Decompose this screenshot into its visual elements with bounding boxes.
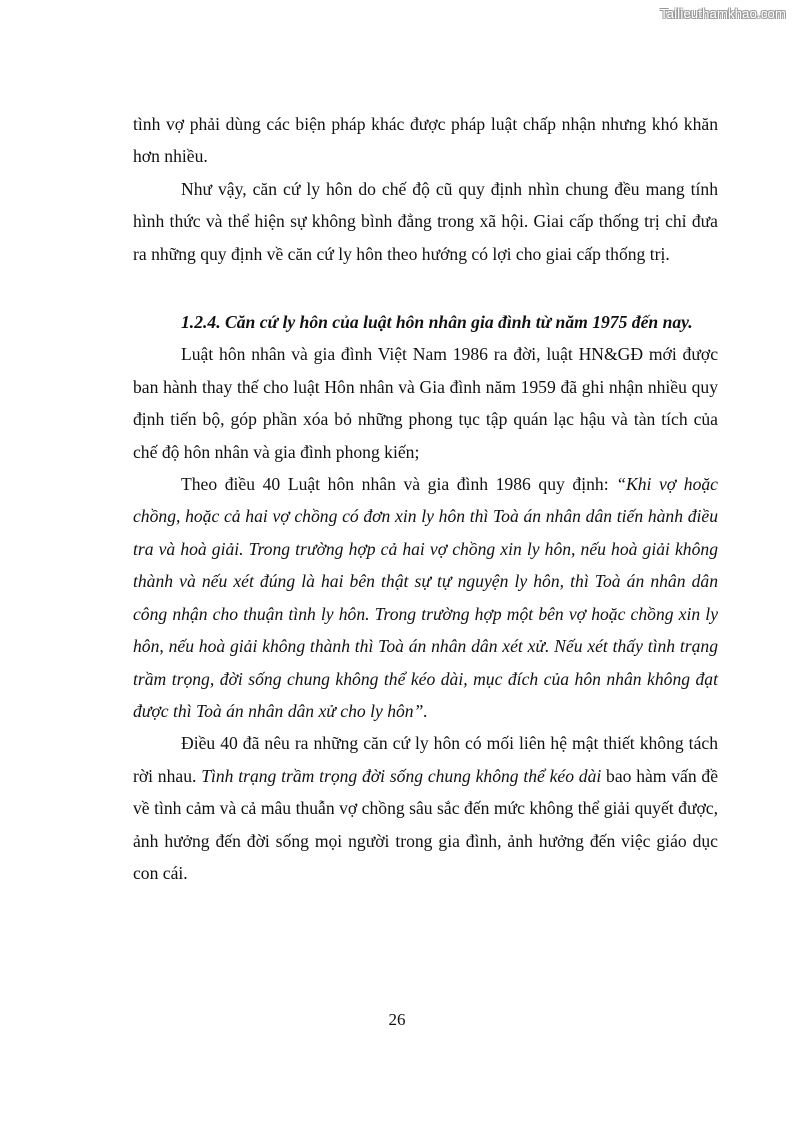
- article-40-quote: “Khi vợ hoặc chồng, hoặc cả hai vợ chồng có đơn xin ly hôn thì Toà án nhân dân tiến hành điều tra và hoà giải. Trong trường hợp cả hai vợ chồng xin ly hôn, nếu hoà giải không thành và nếu xét đúng là hai bên thật sự tự nguyện ly hôn, thì Toà án nhân dân công nhận cho thuận tình ly hôn. Trong trường hợp một bên vợ hoặc chồng xin ly hôn, nếu hoà giải không thành thì Toà án nhân dân xét xử. Nếu xét thấy tình trạng trầm trọng, đời sống chung không thể kéo dài, mục đích của hôn nhân không đạt được thì Toà án nhân dân xử cho ly hôn”.: [133, 474, 718, 721]
- analysis-italic-phrase: Tình trạng trầm trọng đời sống chung không thể kéo dài: [201, 765, 602, 786]
- watermark-text: Tailieuthamkhao.com: [660, 6, 786, 21]
- article-40-lead: Theo điều 40 Luật hôn nhân và gia đình 1986 quy định:: [181, 474, 617, 495]
- paragraph-continuation: tình vợ phải dùng các biện pháp khác được pháp luật chấp nhận nhưng khó khăn hơn nhiều.: [133, 114, 718, 167]
- page-number: 26: [388, 1010, 406, 1029]
- paragraph-article-40: [133, 468, 718, 727]
- analysis-rest: bao hàm vấn đề về tình cảm và cả mâu thuẫn vợ chồng sâu sắc đến mức không thể giải quyết được, ảnh hưởng đến đời sống mọi người trong gia đình, ảnh hưởng đến việc giáo dục con cái.: [133, 765, 719, 883]
- analysis-lead: Điều 40 đã nêu ra những căn cứ ly hôn có mối liên hệ mật thiết không tách rời nhau.: [133, 733, 718, 786]
- paragraph-law-1986: Luật hôn nhân và gia đình Việt Nam 1986 ra đời, luật HN&GĐ mới được ban hành thay thế cho luật Hôn nhân và Gia đình năm 1959 đã ghi nhận nhiều quy định tiến bộ, góp phần xóa bỏ những phong tục tập quán lạc hậu và tàn tích của chế độ hôn nhân và gia đình phong kiến;: [133, 344, 718, 462]
- paragraph-analysis: [133, 727, 718, 889]
- document-body: [133, 108, 718, 889]
- section-heading: 1.2.4. Căn cứ ly hôn của luật hôn nhân gia đình từ năm 1975 đến nay.: [181, 312, 693, 333]
- paragraph-summary: Như vậy, căn cứ ly hôn do chế độ cũ quy định nhìn chung đều mang tính hình thức và thể hiện sự không bình đẳng trong xã hội. Giai cấp thống trị chỉ đưa ra những quy định về căn cứ ly hôn theo hướng có lợi cho giai cấp thống trị.: [133, 178, 718, 264]
